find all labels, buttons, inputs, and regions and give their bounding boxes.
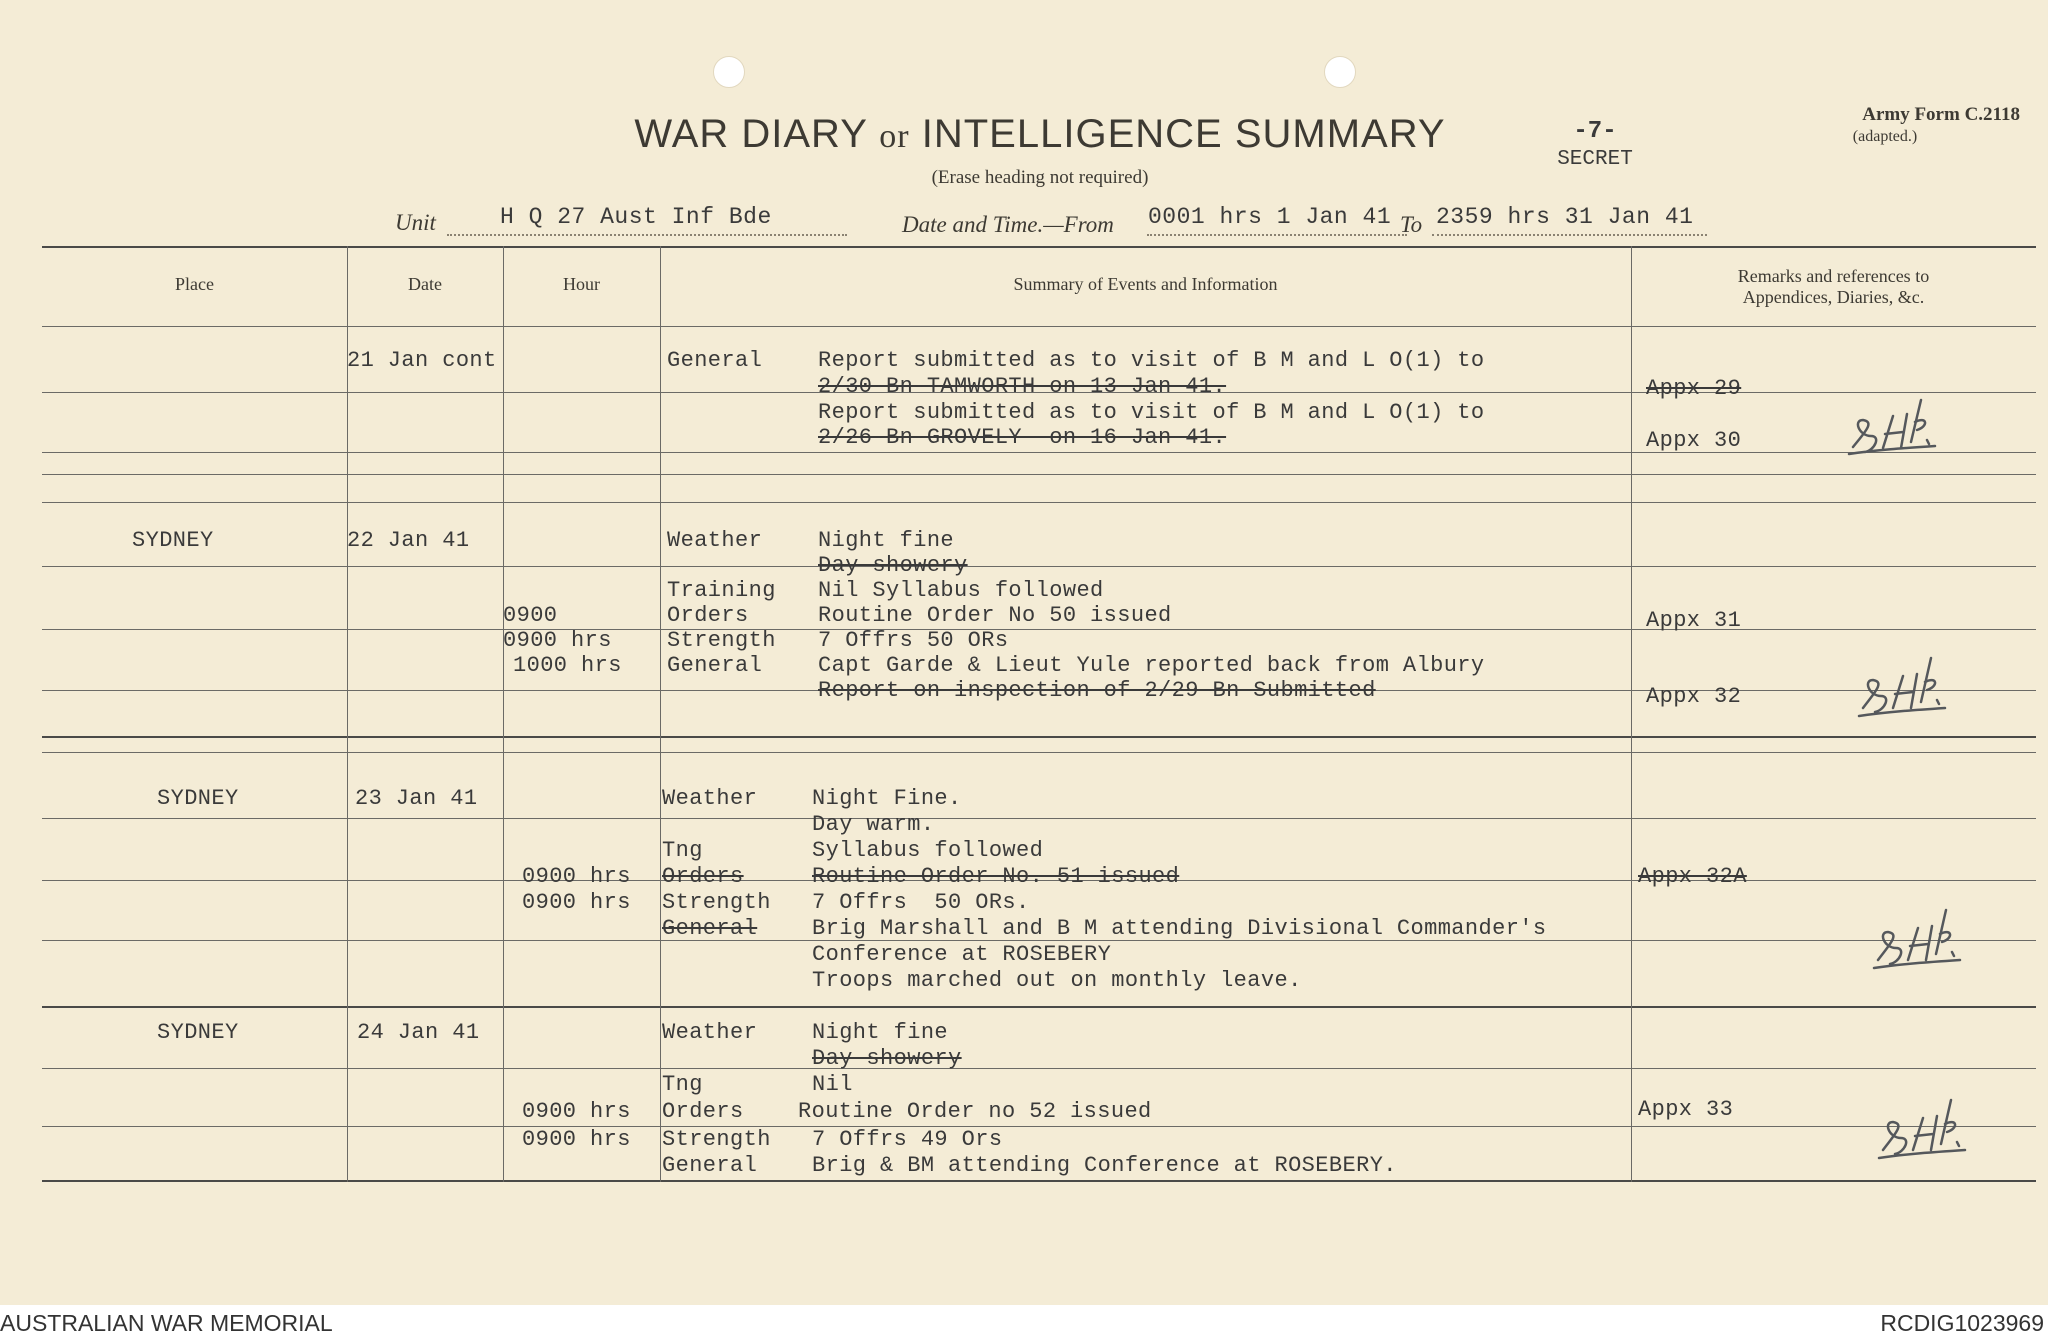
table-bottom-rule	[42, 1180, 2036, 1182]
to-label: To	[1400, 212, 1423, 237]
entry-date: 22 Jan 41	[347, 528, 470, 553]
row-rule	[42, 1126, 2036, 1127]
entry-category: Tng	[662, 838, 703, 863]
entry-text: Routine Order no 52 issued	[798, 1099, 1152, 1124]
from-value: 0001 hrs 1 Jan 41	[1148, 204, 1392, 230]
army-form-note: (adapted.)	[1852, 128, 1918, 145]
entry-text: Capt Garde & Lieut Yule reported back from Albury	[818, 653, 1485, 678]
entry-date: 23 Jan 41	[355, 786, 478, 811]
entry-category: Strength	[662, 890, 771, 915]
column-header-date: Date	[408, 274, 442, 294]
row-rule	[42, 1068, 2036, 1069]
entry-text: Night fine	[818, 528, 955, 553]
entry-hour: 0900	[503, 603, 558, 628]
entry-category: General	[662, 1153, 758, 1178]
unit-label: Unit	[395, 210, 436, 235]
entry-text: Day warm.	[812, 812, 935, 837]
entry-category: Strength	[667, 628, 776, 653]
entry-text: Conference at ROSEBERY	[812, 942, 1112, 967]
entry-hour: 0900 hrs	[503, 628, 612, 653]
column-header-place: Place	[175, 274, 214, 294]
entry-text: Day showery	[812, 1046, 962, 1071]
entry-text: 2/26 Bn GROVELY on 16 Jan 41.	[818, 425, 1227, 450]
entry-remark: Appx 32	[1646, 684, 1742, 709]
archive-reference: RCDIG1023969	[1880, 1310, 2044, 1336]
row-rule	[42, 474, 2036, 475]
entry-remark: Appx 32A	[1638, 864, 1747, 889]
entry-remark: Appx 31	[1646, 608, 1742, 633]
entry-text: Routine Order No. 51 issued	[812, 864, 1180, 889]
column-divider	[503, 246, 504, 1182]
row-rule	[42, 736, 2036, 738]
entry-category: General	[662, 916, 758, 941]
column-divider	[1631, 246, 1632, 1182]
entry-category: Orders	[662, 1099, 744, 1124]
initials-signature	[1875, 1092, 1970, 1167]
unit-dotline	[447, 234, 847, 236]
entry-category: Orders	[667, 603, 749, 628]
entry-text: Nil Syllabus followed	[818, 578, 1104, 603]
entry-remark: Appx 29	[1646, 376, 1742, 401]
initials-signature	[1855, 650, 1950, 725]
column-divider	[660, 246, 661, 1182]
entry-place: SYDNEY	[157, 1020, 239, 1045]
column-divider	[347, 246, 348, 1182]
remarks-header-line-2: Appendices, Diaries, &c.	[1742, 287, 1925, 307]
date-label: Date and Time.—From	[902, 212, 1114, 237]
entry-text: Syllabus followed	[812, 838, 1044, 863]
entry-text: Troops marched out on monthly leave.	[812, 968, 1302, 993]
entry-category: General	[667, 653, 763, 678]
entry-category: Training	[667, 578, 776, 603]
entry-category: Weather	[667, 528, 763, 553]
entry-category: Orders	[662, 864, 744, 889]
entry-category: Weather	[662, 786, 758, 811]
header-bottom-rule	[42, 326, 2036, 327]
classification-stamp: SECRET	[1557, 148, 1633, 171]
entry-date: 24 Jan 41	[357, 1020, 480, 1045]
row-rule	[42, 752, 2036, 753]
entry-category: General	[667, 348, 763, 373]
from-dotline	[1147, 234, 1407, 236]
entry-text: Night Fine.	[812, 786, 962, 811]
form-title	[600, 112, 1480, 157]
remarks-header-line-1: Remarks and references to	[1737, 266, 1930, 286]
page-number: -7-	[1573, 118, 1617, 145]
entry-hour: 0900 hrs	[522, 1127, 631, 1152]
row-rule	[42, 502, 2036, 503]
punch-hole	[713, 56, 745, 88]
entry-text: 7 Offrs 49 Ors	[812, 1127, 1003, 1152]
entry-remark: Appx 30	[1646, 428, 1742, 453]
column-header-remarks	[1631, 266, 2036, 308]
entry-hour: 1000 hrs	[513, 653, 622, 678]
entry-hour: 0900 hrs	[522, 890, 631, 915]
entry-hour: 0900 hrs	[522, 864, 631, 889]
archive-credit: AUSTRALIAN WAR MEMORIAL	[0, 1310, 333, 1336]
form-subtitle: (Erase heading not required)	[931, 167, 1149, 188]
column-header-summary: Summary of Events and Information	[1013, 274, 1278, 294]
entry-text: Routine Order No 50 issued	[818, 603, 1172, 628]
unit-value: H Q 27 Aust Inf Bde	[500, 204, 772, 230]
entry-text: Report submitted as to visit of B M and L O(1) to	[818, 400, 1485, 425]
initials-signature	[1870, 902, 1965, 977]
row-rule	[42, 818, 2036, 819]
title-part-2: INTELLIGENCE SUMMARY	[921, 112, 1446, 156]
entry-date: 21 Jan cont	[347, 348, 497, 373]
punch-hole	[1324, 56, 1356, 88]
entry-place: SYDNEY	[157, 786, 239, 811]
entry-text: Brig Marshall and B M attending Divisional Commander's	[812, 916, 1547, 941]
table-top-rule	[42, 246, 2036, 248]
row-rule	[42, 566, 2036, 567]
entry-place: SYDNEY	[132, 528, 214, 553]
entry-text: Nil	[812, 1072, 853, 1097]
entry-text: Night fine	[812, 1020, 949, 1045]
entry-text: 2/30 Bn TAMWORTH on 13 Jan 41.	[818, 374, 1227, 399]
entry-text: 7 Offrs 50 ORs.	[812, 890, 1030, 915]
title-part-1: WAR DIARY	[634, 112, 868, 156]
entry-category: Strength	[662, 1127, 771, 1152]
to-value: 2359 hrs 31 Jan 41	[1436, 204, 1694, 230]
column-header-hour: Hour	[563, 274, 600, 294]
army-form-name: Army Form C.2118	[1862, 104, 2020, 125]
title-or: or	[879, 118, 910, 155]
entry-hour: 0900 hrs	[522, 1099, 631, 1124]
entry-remark: Appx 33	[1638, 1097, 1734, 1122]
entry-text: Day showery	[818, 553, 968, 578]
entry-text: Report on inspection of 2/29 Bn Submitted	[818, 678, 1376, 703]
entry-category: Tng	[662, 1072, 703, 1097]
to-dotline	[1432, 234, 1707, 236]
entry-text: 7 Offrs 50 ORs	[818, 628, 1009, 653]
initials-signature	[1845, 392, 1940, 462]
entry-text: Report submitted as to visit of B M and L O(1) to	[818, 348, 1485, 373]
row-rule	[42, 1006, 2036, 1008]
entry-text: Brig & BM attending Conference at ROSEBERY.	[812, 1153, 1397, 1178]
entry-category: Weather	[662, 1020, 758, 1045]
